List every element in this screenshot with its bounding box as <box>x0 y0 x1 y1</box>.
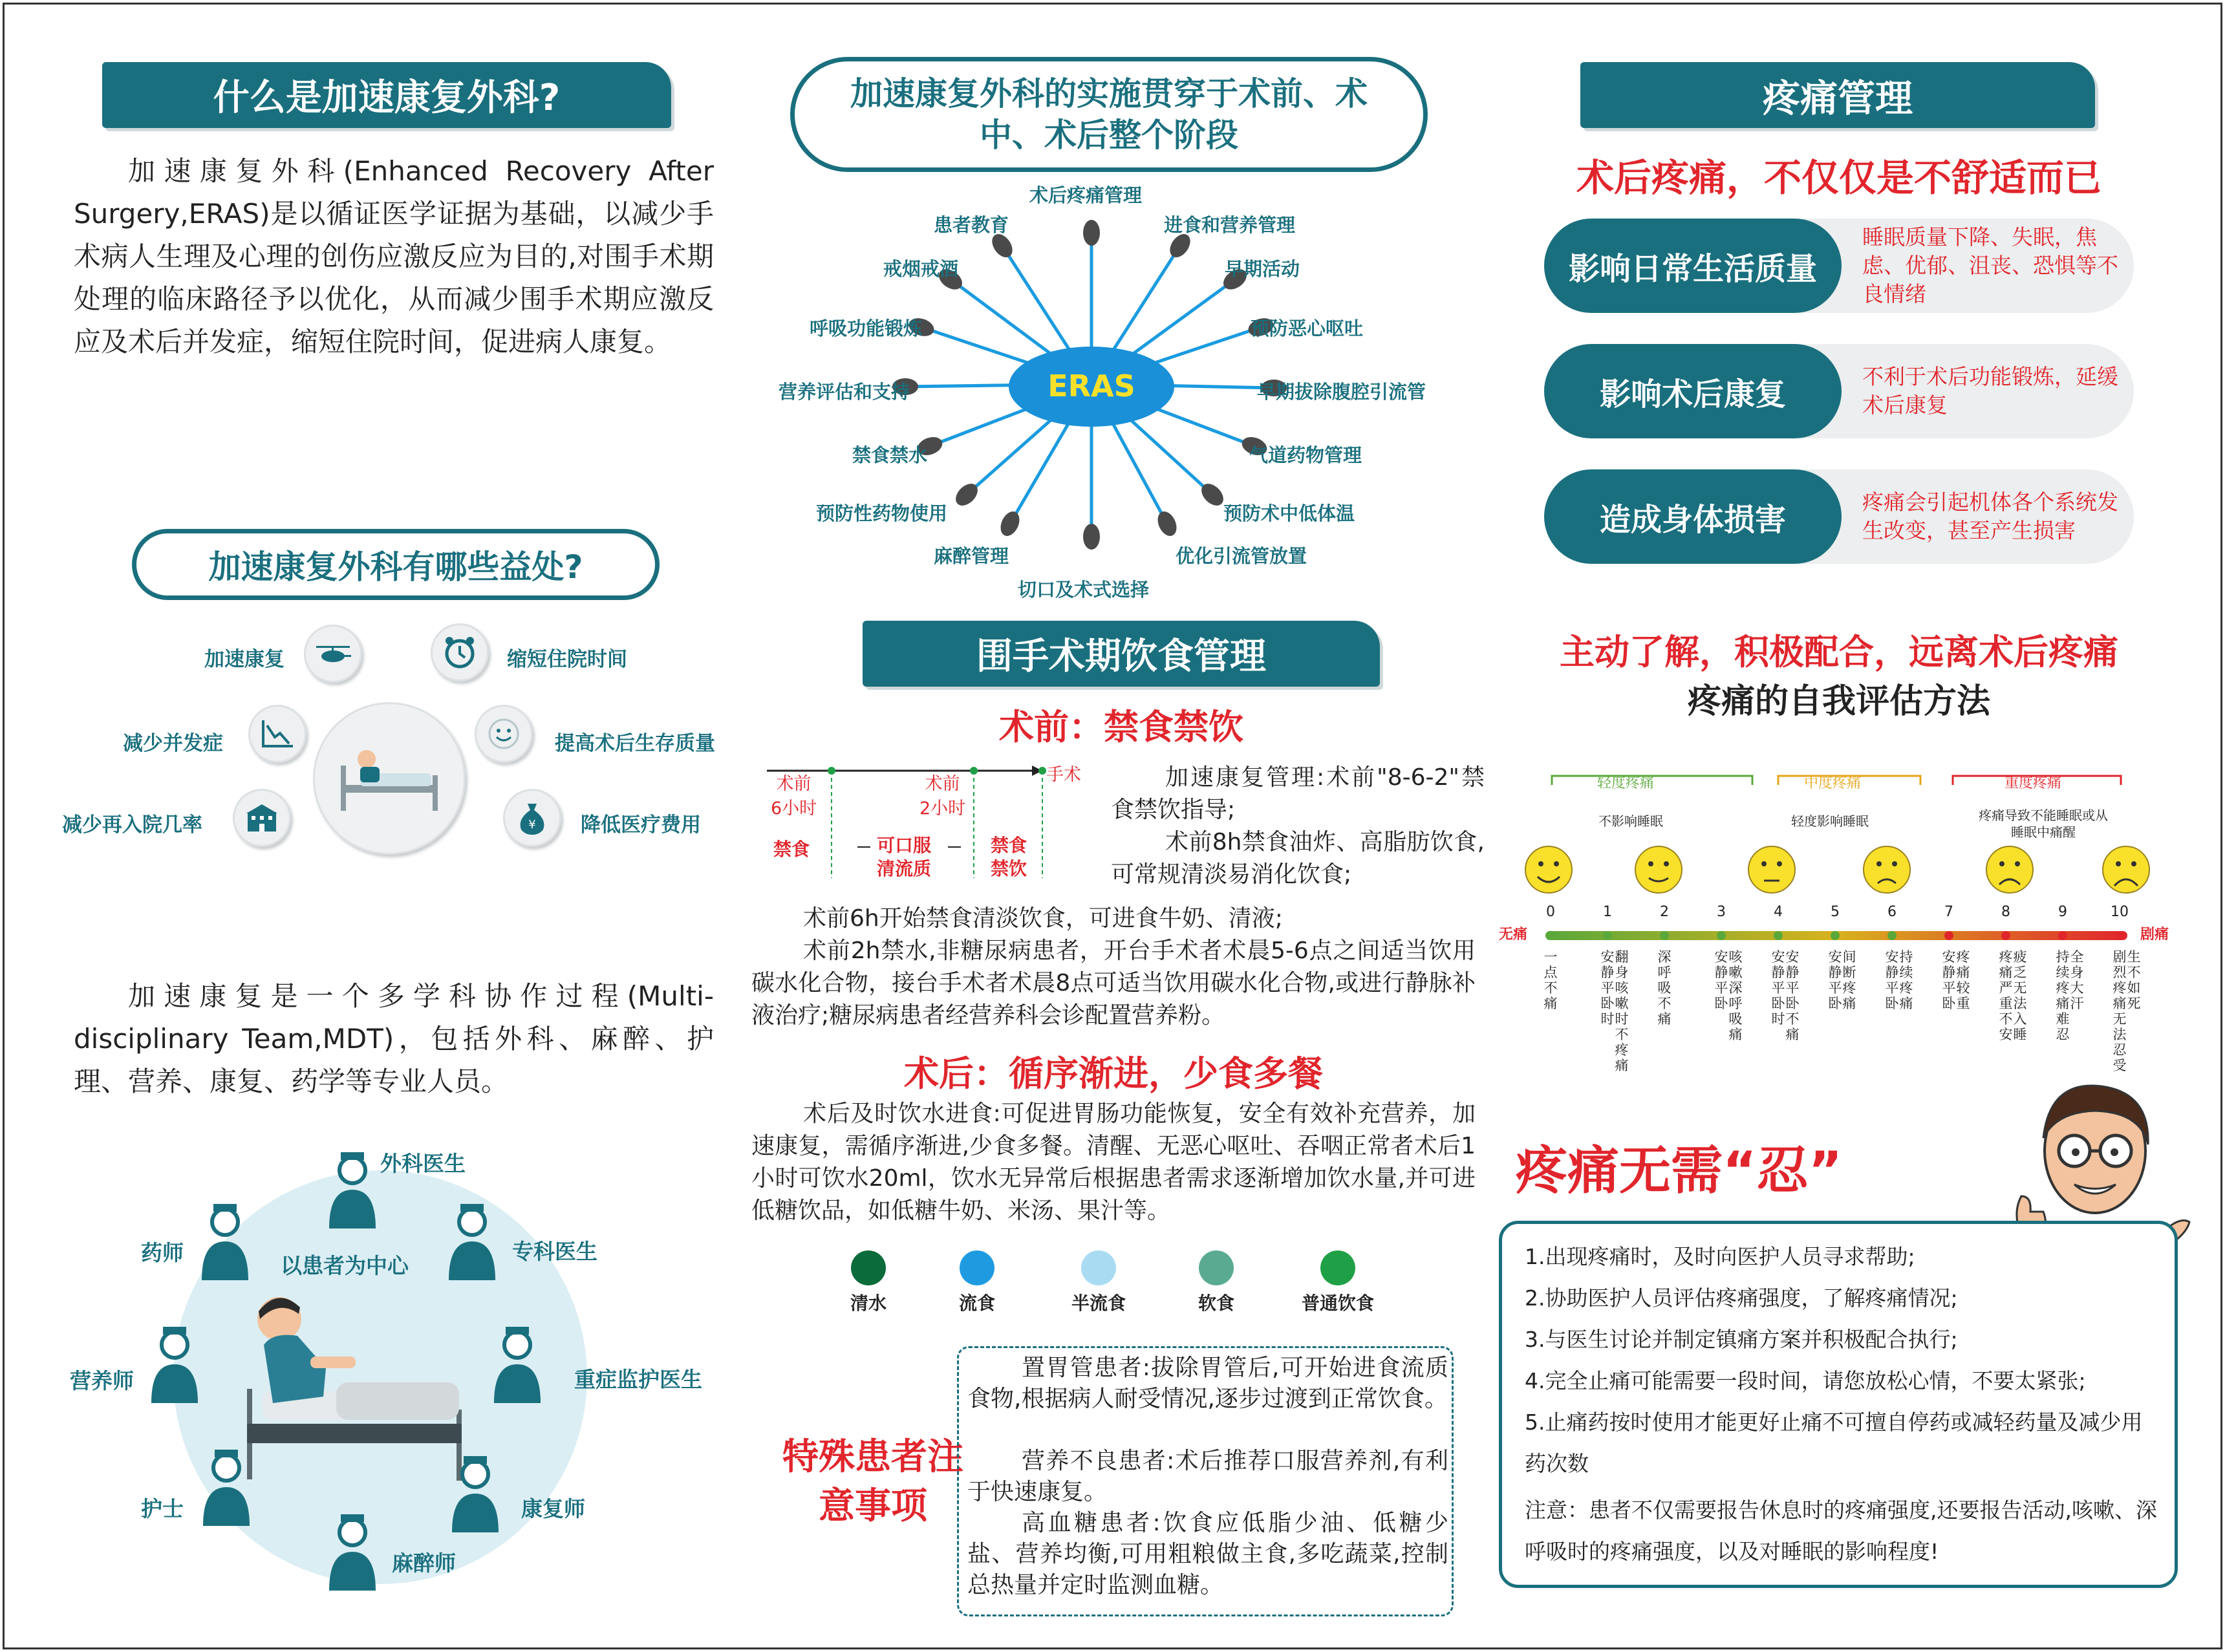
diet-label-soft: 软食 <box>1198 1293 1234 1314</box>
pain-card-recovery <box>1544 344 2134 438</box>
team-icu-doctor: 重症监护医生 <box>574 1367 702 1392</box>
scale-desc-9: 持续疼痛难忍 <box>2056 949 2070 1042</box>
hospital-building-icon <box>244 802 280 834</box>
scale-desc-5: 安静平卧 <box>1828 949 1842 1011</box>
benefit-fewer-complications: 减少并发症 <box>123 732 223 755</box>
no-need-to-endure-title: 疼痛无需“忍” <box>1516 1141 1843 1201</box>
scale-moderate-note: 轻度影响睡眠 <box>1791 813 1869 829</box>
benefit-icon-circle-6 <box>503 789 561 847</box>
scale-desc-1b: 翻身咳嗽时不疼痛 <box>1615 949 1629 1073</box>
preop-para-1: 加速康复管理:术前"8-6-2"禁食禁饮指导; <box>1111 764 1485 823</box>
team-rehab: 康复师 <box>521 1496 585 1521</box>
benefit-center-circle <box>313 702 466 855</box>
section-title-diet: 围手术期饮食管理 <box>863 621 1380 687</box>
helicopter-icon <box>314 641 352 667</box>
preop-para-3: 术前6h开始禁食清淡饮食，可进食牛奶、清液; <box>803 905 1283 932</box>
pain-card-text: 睡眠质量下降、失眠，焦虑、优郁、沮丧、恐惧等不良情绪 <box>1862 224 2118 306</box>
scale-num-1: 1 <box>1603 904 1612 920</box>
benefit-lower-cost: 降低医疗费用 <box>581 813 701 837</box>
eras-item-prevent-nausea: 预防恶心呕吐 <box>1251 317 1364 339</box>
tip-5: 5.止痛药按时使用才能更好止痛不可擅自停药或减轻药量及减少用药次数 <box>1525 1410 2143 1476</box>
scale-desc-3: 安静平卧 <box>1714 949 1728 1011</box>
team-anesthetist: 麻醉师 <box>392 1550 456 1576</box>
eras-item-nutrition-assessment: 营养评估和支持 <box>779 381 910 403</box>
scale-num-9: 9 <box>2058 904 2067 920</box>
benefit-icon-circle-5 <box>233 789 291 847</box>
pain-card-text: 疼痛会引起机体各个系统发生改变，甚至产生损害 <box>1862 489 2118 543</box>
special-note-hyperglycemia: 高血糖患者:饮食应低脂少油、低糖少盐、营养均衡,可用粗粮做主食,多吃蔬菜,控制总热量并定时监测血糖。 <box>967 1510 1448 1598</box>
diet-label-water: 清水 <box>850 1293 887 1314</box>
team-surgeon: 外科医生 <box>380 1151 466 1176</box>
scale-moderate-label: 中度疼痛 <box>1804 775 1862 791</box>
scale-num-4: 4 <box>1774 904 1783 920</box>
special-note-malnutrition: 营养不良患者:术后推荐口服营养剂,有利于快速康复。 <box>967 1448 1448 1505</box>
scale-desc-2: 深呼吸不痛 <box>1657 949 1671 1027</box>
tip-4: 4.完全止痛可能需要一段时间，请您放松心情，不要太紧张; <box>1525 1368 2086 1393</box>
hospital-bed-icon <box>334 740 444 817</box>
scale-num-6: 6 <box>1887 904 1897 920</box>
pain-slogan: 主动了解，积极配合，远离术后疼痛 <box>1560 632 2118 672</box>
section-title-pain-management: 疼痛管理 <box>1580 62 2095 128</box>
benefit-speed-recovery: 加速康复 <box>204 648 285 671</box>
timeline-fast: 禁食 <box>773 839 810 860</box>
alarm-clock-icon <box>442 634 478 670</box>
mdt-text: 加速康复是一个多学科协作过程(Multi-disciplinary Team,MDT)，包括外科、麻醉、护理、营养、康复、药学等专业人员。 <box>74 980 714 1097</box>
postop-para: 术后及时饮水进食:可促进胃肠功能恢复，安全有效补充营养，加速康复，需循序渐进,少食多餐。清醒、无恶心呕吐、吞咽正常者术后1小时可饮水20ml，饮水无异常后根据患者需求逐渐增加饮水量,并可进低糖饮品，如低糖牛奶、米汤、果汁等。 <box>751 1100 1476 1224</box>
eras-item-drain-placement: 优化引流管放置 <box>1176 545 1307 567</box>
diet-dot-1 <box>851 1250 886 1285</box>
postop-title: 术后：循序渐进，少食多餐 <box>904 1053 1323 1094</box>
pain-card-head: 造成身体损害 <box>1544 469 1842 564</box>
special-note-gastric-tube: 置胃管患者:拔除胃管后,可开始进食流质食物,根据病人耐受情况,逐步过渡到正常饮食。 <box>967 1355 1448 1412</box>
eras-center-label: ERAS <box>1048 369 1135 403</box>
tip-3: 3.与医生讨论并制定镇痛方案并积极配合执行; <box>1525 1327 1958 1352</box>
diet-dot-3 <box>1081 1250 1116 1285</box>
money-bag-icon <box>516 800 548 836</box>
scale-severe-note: 疼痛导致不能睡眠或从睡眠中痛醒 <box>1979 808 2108 840</box>
eras-item-early-activity: 早期活动 <box>1225 258 1300 280</box>
eras-item-incision-choice: 切口及术式选择 <box>1018 579 1150 601</box>
timeline-2h: 术前 2小时 <box>919 774 966 819</box>
scale-desc-10: 剧烈疼痛无法忍受 <box>2112 949 2127 1073</box>
declining-chart-icon <box>259 718 296 750</box>
timeline-clear-liquid: 可口服 清流质 <box>877 835 932 879</box>
team-nutritionist: 营养师 <box>70 1368 134 1393</box>
eras-item-prevent-hypothermia: 预防术中低体温 <box>1223 502 1355 524</box>
team-pharmacist: 药师 <box>141 1240 184 1265</box>
scale-desc-3b: 咳嗽深呼吸痛 <box>1728 949 1743 1042</box>
scale-num-2: 2 <box>1660 904 1669 920</box>
benefit-icon-circle-3 <box>248 705 306 763</box>
benefit-icon-circle-2 <box>431 623 489 681</box>
eras-intro-text: 加速康复外科(Enhanced Recovery After Surgery,ERAS)是以循证医学证据为基础，以减少手术病人生理及心理的创伤应激反应为目的,对围手术期处理的临床路径予以优化，从而减少围手术期应激反应及术后并发症，缩短住院时间，促进病人康复。 <box>74 155 714 358</box>
scale-desc-4: 安静平卧时 <box>1771 949 1785 1027</box>
eras-item-pain-management: 术后疼痛管理 <box>1029 184 1143 206</box>
special-patients-title: 特殊患者注意事项 <box>782 1436 963 1527</box>
timeline-6h: 术前 6小时 <box>771 774 817 819</box>
scale-extreme-label: 剧痛 <box>2140 927 2169 943</box>
scale-desc-5b: 间断疼痛 <box>1842 949 1856 1011</box>
diet-label-semi-liquid: 半流食 <box>1071 1293 1126 1314</box>
preop-title: 术前：禁食禁饮 <box>999 707 1243 747</box>
scale-desc-1: 安静平卧时 <box>1600 949 1615 1027</box>
scale-mild-label: 轻度疼痛 <box>1597 775 1655 791</box>
scale-desc-10b: 生不如死 <box>2127 949 2141 1011</box>
diet-label-liquid: 流食 <box>958 1293 995 1314</box>
team-center-label: 以患者为中心 <box>281 1253 409 1278</box>
diet-dot-2 <box>960 1250 994 1285</box>
eras-item-anesthesia: 麻醉管理 <box>934 545 1009 567</box>
scale-desc-7: 安静平卧 <box>1942 949 1956 1011</box>
tip-1: 1.出现疼痛时，及时向医护人员寻求帮助; <box>1525 1244 1915 1269</box>
eras-item-airway-drug: 气道药物管理 <box>1249 444 1362 466</box>
pain-card-text: 不利于术后功能锻炼，延缓术后康复 <box>1862 364 2118 418</box>
tips-note: 注意：患者不仅需要报告休息时的疼痛强度,还要报告活动,咳嗽、深呼吸时的疼痛强度，以及对睡眠的影响程度! <box>1525 1497 2157 1564</box>
pain-card-head: 影响日常生活质量 <box>1544 219 1842 313</box>
scale-desc-8b: 疲乏无法入睡 <box>2013 949 2027 1042</box>
pain-card-daily-life <box>1544 219 2134 313</box>
scale-desc-9b: 全身大汗 <box>2070 949 2084 1011</box>
eras-item-patient-education: 患者教育 <box>934 214 1009 236</box>
scale-severe-label: 重度疼痛 <box>2005 775 2062 791</box>
svg-text:¥: ¥ <box>528 818 536 831</box>
tip-2: 2.协助医护人员评估疼痛强度，了解疼痛情况; <box>1525 1285 1958 1311</box>
eras-item-quit-smoking: 戒烟戒酒 <box>883 258 959 280</box>
eras-item-preventive-drugs: 预防性药物使用 <box>816 502 948 524</box>
scale-desc-4b: 安静平卧不痛 <box>1785 949 1800 1042</box>
smile-face-icon <box>486 716 522 752</box>
section-title-eras-phases: 加速康复外科的实施贯穿于术前、术中、术后整个阶段 <box>790 57 1428 172</box>
benefit-fewer-readmissions: 减少再入院几率 <box>62 813 202 837</box>
timeline-surgery: 手术 <box>1046 765 1081 785</box>
preop-para-2: 术前8h禁食油炸、高脂肪饮食,可常规清淡易消化饮食; <box>1111 829 1485 888</box>
scale-num-7: 7 <box>1944 904 1953 920</box>
scale-num-10: 10 <box>2111 904 2129 920</box>
section-title-benefits: 加速康复外科有哪些益处? <box>132 529 660 600</box>
scale-num-8: 8 <box>2001 904 2010 920</box>
scale-none-label: 无痛 <box>1499 927 1528 943</box>
eras-item-fasting: 禁食禁水 <box>852 444 928 466</box>
scale-desc-7b: 疼痛较重 <box>1956 949 1970 1011</box>
scale-desc-6: 安静平卧 <box>1885 949 1899 1011</box>
benefit-life-quality: 提高术后生存质量 <box>555 732 715 755</box>
scale-num-5: 5 <box>1831 904 1840 920</box>
scale-desc-8: 疼痛严重 不安 <box>1999 949 2013 1042</box>
scale-num-0: 0 <box>1546 904 1555 920</box>
scale-desc-6b: 持续疼痛 <box>1899 949 1913 1011</box>
eras-item-early-drain-removal: 早期拔除腹腔引流管 <box>1257 381 1426 403</box>
scale-num-3: 3 <box>1717 904 1726 920</box>
benefit-icon-circle-4 <box>475 705 533 763</box>
eras-item-nutrition-management: 进食和营养管理 <box>1164 214 1296 236</box>
eras-item-breathing-exercise: 呼吸功能锻炼 <box>810 317 923 339</box>
benefit-icon-circle-1 <box>304 625 362 683</box>
diet-dot-4 <box>1199 1250 1234 1285</box>
pain-card-body-damage <box>1544 469 2134 564</box>
preop-para-4: 术前2h禁水,非糖尿病患者，开台手术者术晨5-6点之间适当饮用碳水化合物，接台手术者术晨8点可适当饮用碳水化合物,或进行静脉补液治疗;糖尿病患者经营养科会诊配置营养粉。 <box>751 938 1476 1029</box>
pain-subtitle: 术后疼痛，不仅仅是不舒适而已 <box>1576 156 2101 200</box>
scale-mild-note: 不影响睡眠 <box>1598 813 1663 829</box>
pain-card-head: 影响术后康复 <box>1544 344 1842 438</box>
diet-label-normal: 普通饮食 <box>1301 1293 1374 1314</box>
section-title-what-is-eras: 什么是加速康复外科? <box>102 62 671 128</box>
scale-desc-0: 一点不痛 <box>1543 949 1558 1011</box>
team-nurse: 护士 <box>141 1496 184 1521</box>
team-specialist: 专科医生 <box>512 1239 597 1264</box>
diet-dot-5 <box>1320 1250 1355 1285</box>
benefit-shorter-stay: 缩短住院时间 <box>507 648 627 671</box>
timeline-no-food: 禁食 禁饮 <box>991 835 1027 879</box>
pain-scale-title: 疼痛的自我评估方法 <box>1687 682 1990 721</box>
